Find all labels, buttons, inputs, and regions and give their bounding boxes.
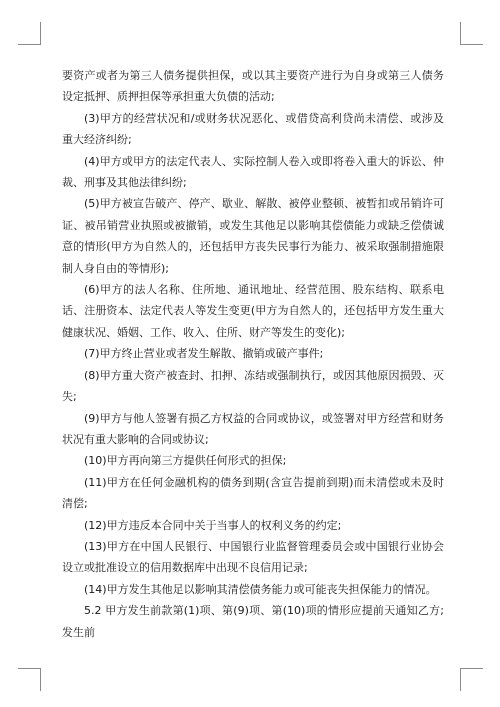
paragraph-item-3: (3)甲方的经营状况和/或财务状况恶化、或借贷高利贷尚未清偿、或涉及重大经济纠纷; xyxy=(62,111,444,147)
paragraph-item-9: (9)甲方与他人签署有损乙方权益的合同或协议，或签署对甲方经营和财务状况有重大影响的合同或协议; xyxy=(62,411,444,446)
paragraph-item-6: (6)甲方的法人名称、住所地、通讯地址、经营范围、股东结构、联系电话、注册资本、法定代表人等发生变更(甲方为自然人的，还包括甲方发生重大健康状况、婚姻、工作、收入、住所、财产等发生的变化); xyxy=(62,283,444,339)
paragraph-item-14: (14)甲方发生其他足以影响其清偿债务能力或可能丧失担保能力的情况。 xyxy=(84,582,437,596)
crop-mark-top-left xyxy=(18,22,41,45)
paragraph-item-4: (4)甲方或甲方的法定代表人、实际控制人卷入或即将卷入重大的诉讼、仲裁、刑事及其他法律纠纷; xyxy=(62,154,444,190)
crop-mark-bottom-left xyxy=(18,668,41,691)
paragraph-clause-5-2: 5.2 甲方发生前款第(1)项、第(9)项、第(10)项的情形应提前天通知乙方;发生前 xyxy=(62,604,444,639)
document-body xyxy=(62,65,444,643)
crop-mark-top-right xyxy=(460,22,483,45)
crop-mark-bottom-right xyxy=(460,668,483,691)
paragraph-item-11: (11)甲方在任何金融机构的债务到期(含宣告提前到期)而未清偿或未及时清偿; xyxy=(62,475,444,511)
paragraph-item-13: (13)甲方在中国人民银行、中国银行业监督管理委员会或中国银行业协会设立或批准设立的信用数据库中出现不良信用记录; xyxy=(62,539,444,575)
paragraph-item-7: (7)甲方终止营业或者发生解散、撤销或破产事件; xyxy=(84,347,324,361)
paragraph-item-10: (10)甲方再向第三方提供任何形式的担保; xyxy=(84,454,287,468)
paragraph-item-5: (5)甲方被宣告破产、停产、歇业、解散、被停业整顿、被暂扣或吊销许可证、被吊销营业执照或被撤销，或发生其他足以影响其偿债能力或缺乏偿债诚意的情形(甲方为自然人的，还包括甲方丧失民事行为能力、被采取强制措施限制人身自由的等情形); xyxy=(62,197,444,275)
paragraph-item-8: (8)甲方重大资产被查封、扣押、冻结或强制执行，或因其他原因损毁、灭失; xyxy=(62,368,444,404)
paragraph-item-12: (12)甲方违反本合同中关于当事人的权利义务的约定; xyxy=(84,518,342,532)
paragraph-continuation: 要资产或者为第三人债务提供担保，或以其主要资产进行为自身或第三人债务设定抵押、质押担保等承担重大负债的活动; xyxy=(62,69,444,104)
